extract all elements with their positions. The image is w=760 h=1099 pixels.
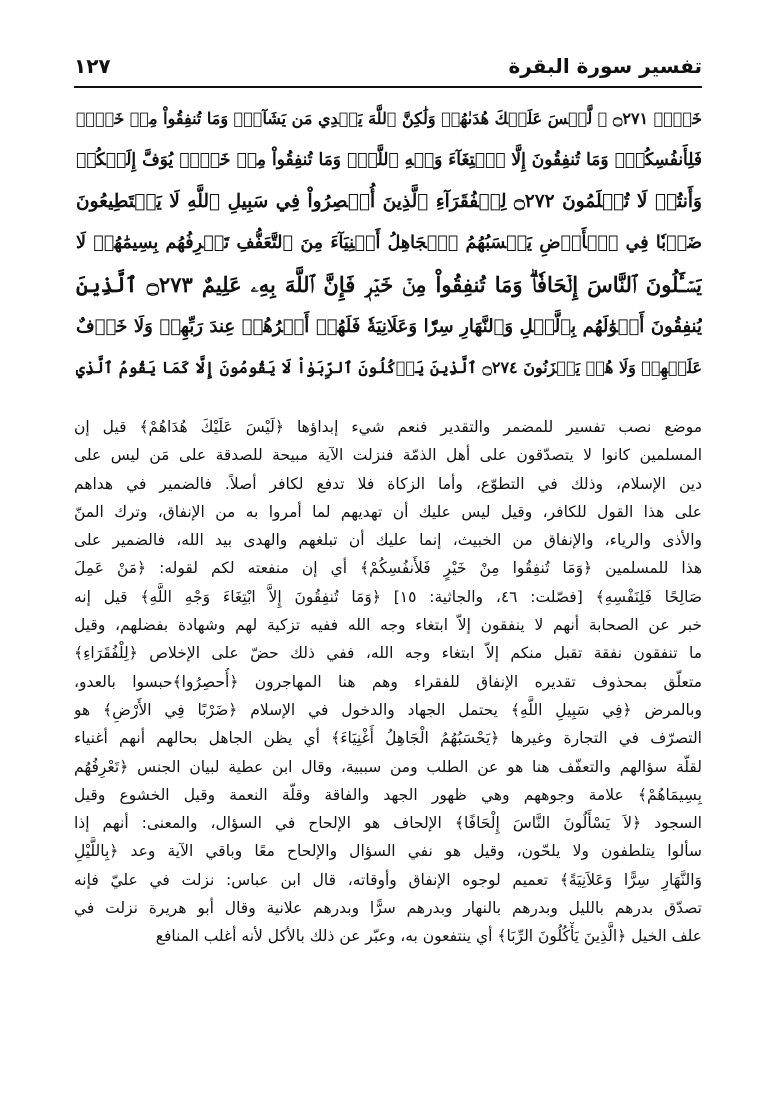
commentary-line: هذا للمسلمين ﴿وَمَا تُنفِقُوا مِنْ خَيْرٍ فَلأَنفُسِكُمْ﴾ أي إن منفعته لكم لقوله: ﴿مَنْ عَمِلَ xyxy=(74,559,702,578)
quran-line: يُنفِقُونَ أَمۡوَٰلَهُم بِٱلَّيۡلِ وَٱلنَّهَارِ سِرّٗا وَعَلَانِيَةٗ فَلَهُمۡ أَجۡرُهُمۡ عِندَ رَبِّهِمۡ وَلَا خَوۡفٌ xyxy=(76,315,702,337)
commentary-line: موضع نصب تفسير للمضمر والتقدير فنعم شيء إبداؤها ﴿لَيْسَ عَلَيْكَ هُدَاهُمْ﴾ قيل إن xyxy=(74,418,702,436)
commentary-line: لقلّة سؤالهم والتعفّف هنا هو عن الطلب ومن سببية، وقال ابن عطية لبيان الجنس ﴿تَعْرِفُهُم xyxy=(74,757,702,776)
commentary-line: السجود ﴿لاَ يَسْأَلُونَ النَّاسَ إِلْحَافًا﴾ الإلحاف هو الإلحاح في السؤال، والمعنى: أنهم إذا xyxy=(74,814,702,833)
commentary-line: علف الخيل ﴿الَّذِينَ يَأْكُلُونَ الرِّبَا﴾ أي ينتفعون به، وعبّر عن ذلك بالأكل لأنه أغلب المنافع xyxy=(155,927,702,946)
commentary-line: خبر عن الصحابة أنهم لا ينفقون إلاّ ابتغاء وجه الله ففيه تزكية لهم وشهادة بفضلهم، وقيل xyxy=(74,616,702,635)
quran-line: يَسۡـَٔلُونَ ٱلنَّاسَ إِلۡحَافٗاۗ وَمَا تُنفِقُواْ مِنۡ خَيۡرٖ فَإِنَّ ٱللَّهَ بِهِۦ عَلِيمٌ ۝٢٧٣ ٱلَّذِينَ xyxy=(76,272,702,297)
quran-line: خَيۡرٞ ۝٢٧١ ۞ لَّيۡسَ عَلَيۡكَ هُدَىٰهُمۡ وَلَٰكِنَّ ٱللَّهَ يَهۡدِي مَن يَشَآءُۗ وَمَا تُنفِقُواْ مِنۡ خَيۡرٖ xyxy=(76,109,702,128)
commentary-line: صَالِحًا فَلِنَفْسِهِ﴾ [فصّلت: ٤٦، والجاثية: ١٥] ﴿وَمَا تُنفِقُونَ إِلاَّ ابْتِغَاءَ وَجْهِ اللَّهِ﴾ قيل إنه xyxy=(74,587,702,606)
commentary-line: ما تنفقون نفقة تقبل منكم إلاّ ابتغاء وجه الله، ففي ذلك حضّ على الإخلاص ﴿لِلْفُقَرَاءِ﴾ xyxy=(74,644,702,663)
commentary-line: والأذى والرياء، والإنفاق من الخبيث، إنما عليك أن تبلغهم والهدى بيد الله، فالضمير على xyxy=(74,531,702,550)
page-header xyxy=(74,48,702,88)
tafsir-commentary xyxy=(74,413,702,1033)
commentary-line: وَالنَّهَارِ سِرًّا وَعَلاَنِيَةً﴾ تعميم لوجوه الإنفاق وأوقاته، قال ابن عباس: نزلت في عليّ فإنه xyxy=(74,870,702,889)
commentary-line: على هذا القول للكافر، وقيل ليس عليك أن تهديهم لما أمروا به من الإنفاق، وترك المنّ xyxy=(74,502,702,521)
quran-verses-block xyxy=(76,98,702,390)
quran-line: عَلَيۡهِمۡ وَلَا هُمۡ يَحۡزَنُونَ ۝٢٧٤ ٱلَّذِينَ يَأۡكُلُونَ ٱلرِّبَوٰاْ لَا يَقُومُونَ إِلَّا كَمَا يَقُومُ ٱلَّذِي xyxy=(76,358,702,377)
quran-line: ضَرۡبٗا فِي ٱلۡأَرۡضِ يَحۡسَبُهُمُ ٱلۡجَاهِلُ أَغۡنِيَآءَ مِنَ ٱلتَّعَفُّفِ تَعۡرِفُهُم بِسِيمَٰهُمۡ لَا xyxy=(76,232,702,253)
header-divider xyxy=(74,86,702,88)
commentary-line: متعلّق بمحذوف تقديره الإنفاق للفقراء وهم هنا المهاجرون ﴿أُحصِرُوا﴾حبسوا بالعدو، xyxy=(74,672,702,691)
quran-line: فَلِأَنفُسِكُمۡۚ وَمَا تُنفِقُونَ إِلَّا ٱبۡتِغَآءَ وَجۡهِ ٱللَّهِۚ وَمَا تُنفِقُواْ مِنۡ خَيۡرٖ يُوَفَّ إِلَيۡكُمۡ xyxy=(76,149,702,170)
commentary-line: بِسِيمَاهُمْ﴾ علامة وجوههم وهي ظهور الجهد والفاقة وقلّة النعمة وقيل الخشوع وقيل xyxy=(74,785,702,804)
commentary-line: دين الإسلام، وذلك في التطوّع، وأما الزكاة فلا تدفع لكافر أصلاً. فالضمير في هداهم xyxy=(74,474,702,493)
commentary-line: سألوا يتلطفون ولا يلحّون، وقيل هو نفي السؤال والإلحاح معًا وباقي الآية وعد ﴿بِاللَّيْلِ xyxy=(74,842,702,861)
quran-line: وَأَنتُمۡ لَا تُظۡلَمُونَ ۝٢٧٢ لِلۡفُقَرَآءِ ٱلَّذِينَ أُحۡصِرُواْ فِي سَبِيلِ ٱللَّهِ لَا يَسۡتَطِيعُونَ xyxy=(76,191,702,212)
commentary-line: تصدّق بدرهم بالليل وبدرهم بالنهار وبدرهم سرًّا وبدرهم علانية وقال أبو هريرة نزلت في xyxy=(74,899,702,918)
running-title: تفسير سورة البقرة xyxy=(508,54,702,78)
commentary-line: التصرّف في التجارة وغيرها ﴿يَحْسَبُهُمُ الْجَاهِلُ أَغْنِيَاءَ﴾ أي يظن الجاهل بحالهم أنهم أغنياء xyxy=(74,729,702,748)
commentary-line: وبالمرض ﴿فِي سَبِيلِ اللَّهِ﴾ يحتمل الجهاد والدخول في الإسلام ﴿ضَرْبًا فِي الأَرْضِ﴾ هو xyxy=(74,700,702,719)
commentary-line: المسلمين كانوا لا يتصدّقون على أهل الذمّة فنزلت الآية مبيحة للصدقة على مَن ليس على xyxy=(74,446,702,465)
page-number: ١٢٧ xyxy=(74,54,111,78)
